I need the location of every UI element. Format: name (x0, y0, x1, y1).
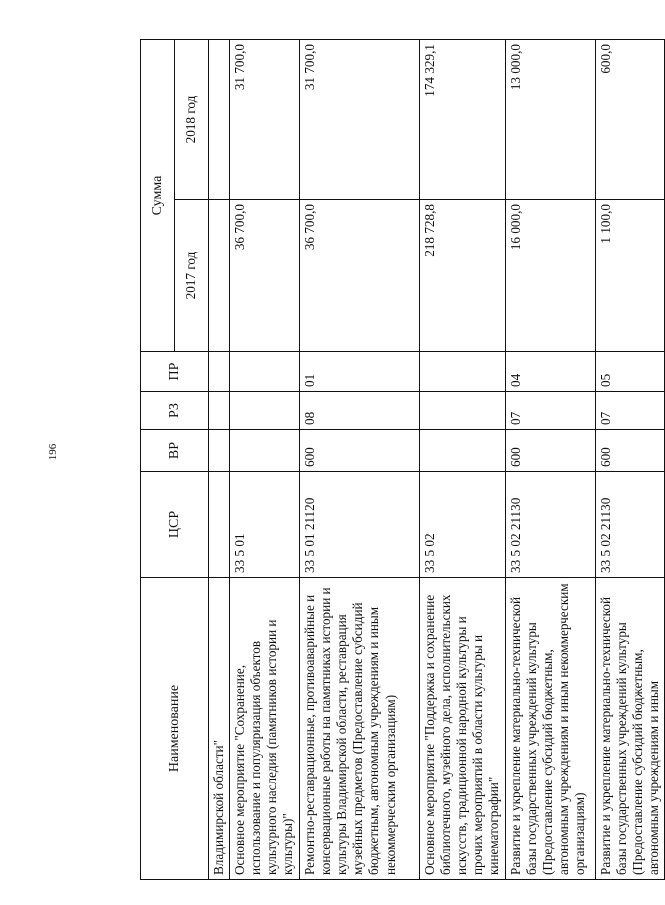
row-csr (209, 472, 230, 578)
row-pr: 05 (596, 352, 665, 392)
header-name: Наименование (141, 578, 209, 880)
row-vr (230, 430, 300, 472)
page-number: 196 (47, 443, 59, 461)
header-year-2017: 2017 год (175, 200, 209, 352)
row-sum-2017: 16 000,0 (506, 200, 596, 352)
table-row (230, 40, 300, 880)
rotated-page-content (140, 40, 662, 880)
row-sum-2018: 174 329,1 (420, 40, 506, 200)
header-year-2018: 2018 год (175, 40, 209, 200)
row-name: Основное мероприятие "Поддержка и сохранение библиотечного, музейного дела, исполнительских искусств, традиционной народной культуры и прочих мероприятий в области культуры и кинематографии" (420, 578, 506, 880)
row-sum-2018: 13 000,0 (506, 40, 596, 200)
row-vr: 600 (506, 430, 596, 472)
row-name: Развитие и укрепление материально-технической базы государственных учреждений культуры (Предоставление субсидий бюджетным, автономным учреждениям и иным некоммерческим организациям) (506, 578, 596, 880)
row-vr: 600 (596, 430, 665, 472)
table-row (300, 40, 420, 880)
row-csr: 33 5 02 21130 (596, 472, 665, 578)
table-row (506, 40, 596, 880)
row-csr: 33 5 01 (230, 472, 300, 578)
row-csr: 33 5 02 (420, 472, 506, 578)
header-row-1 (141, 40, 175, 880)
row-vr: 600 (300, 430, 420, 472)
row-name: Владимирской области" (209, 578, 230, 880)
table-row (209, 40, 230, 880)
row-rz: 07 (506, 392, 596, 430)
row-pr (209, 352, 230, 392)
header-csr: ЦСР (141, 472, 209, 578)
row-pr: 04 (506, 352, 596, 392)
row-sum-2018: 31 700,0 (300, 40, 420, 200)
header-rz: РЗ (141, 392, 209, 430)
row-rz (230, 392, 300, 430)
header-sum: Сумма (141, 40, 175, 352)
row-sum-2017: 36 700,0 (300, 200, 420, 352)
row-csr: 33 5 01 21120 (300, 472, 420, 578)
row-sum-2017: 36 700,0 (230, 200, 300, 352)
row-rz (209, 392, 230, 430)
table-row (596, 40, 665, 880)
header-vr: ВР (141, 430, 209, 472)
row-pr (230, 352, 300, 392)
row-sum-2017 (209, 200, 230, 352)
row-rz: 08 (300, 392, 420, 430)
row-sum-2017: 1 100,0 (596, 200, 665, 352)
row-vr (420, 430, 506, 472)
row-sum-2017: 218 728,8 (420, 200, 506, 352)
row-vr (209, 430, 230, 472)
row-sum-2018: 600,0 (596, 40, 665, 200)
row-name: Развитие и укрепление материально-технической базы государственных учреждений культуры (Предоставление субсидий бюджетным, автономным учреждениям и иным (596, 578, 665, 880)
row-rz (420, 392, 506, 430)
row-pr (420, 352, 506, 392)
row-name: Основное мероприятие "Сохранение, использование и популяризация объектов культурного наследия (памятников истории и культуры)" (230, 578, 300, 880)
row-name: Ремонтно-реставрационные, противоаварийные и консервационные работы на памятниках истории и культуры Владимирской области, реставрация музейных предметов (Предоставление субсидий бюджетным, автономным учреждениям и иным некоммерческим организациям) (300, 578, 420, 880)
header-pr: ПР (141, 352, 209, 392)
table-row (420, 40, 506, 880)
row-sum-2018 (209, 40, 230, 200)
budget-table (140, 39, 665, 880)
row-rz: 07 (596, 392, 665, 430)
row-csr: 33 5 02 21130 (506, 472, 596, 578)
row-sum-2018: 31 700,0 (230, 40, 300, 200)
row-pr: 01 (300, 352, 420, 392)
